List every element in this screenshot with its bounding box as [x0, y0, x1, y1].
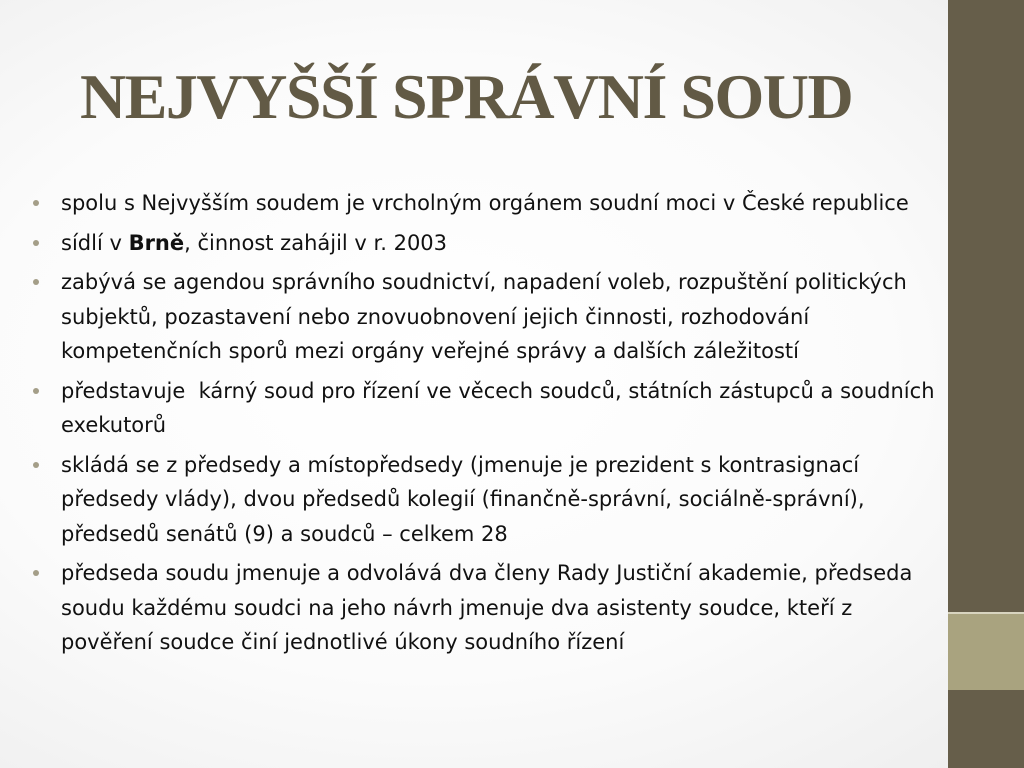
bullet-list: [32, 186, 942, 665]
bullet-text: skládá se z předsedy a místopředsedy (jmenuje je prezident s kontrasignací předsedy vlády), dvou předsedů kolegií (finančně-správní, sociálně-správní), předsedů senátů (9) a soudců – celkem 28: [61, 452, 865, 546]
bullet-text-before: sídlí v: [61, 230, 129, 255]
bullet-text: spolu s Nejvyšším soudem je vrcholným orgánem soudní moci v České republice: [61, 191, 909, 215]
bullet-text-bold: Brně: [128, 230, 185, 255]
bullet-text: zabývá se agendou správního soudnictví, napadení voleb, rozpuštění politických subjektů, pozastavení nebo znovuobnovení jejich činnosti, rozhodování kompetenčních sporů mezi orgány veřejné správy a dalších záležitostí: [61, 270, 907, 363]
bullet-dot-icon: [33, 279, 39, 285]
bullet-item: [32, 374, 942, 443]
bullet-dot-icon: [33, 240, 39, 246]
bullet-dot-icon: [33, 570, 39, 576]
bullet-dot-icon: [33, 388, 39, 394]
bullet-item: [32, 448, 937, 552]
bullet-text-after: , činnost zahájil v r. 2003: [184, 230, 448, 255]
bullet-dot-icon: [33, 462, 39, 468]
bullet-text: představuje kárný soud pro řízení ve věcech soudců, státních zástupců a soudních exekutorů: [61, 378, 942, 437]
bullet-text: předseda soudu jmenuje a odvolává dva členy Rady Justiční akademie, předseda soudu každému soudci na jeho návrh jmenuje dva asistenty soudce, kteří z pověření soudce činí jednotlivé úkony soudního řízení: [61, 561, 913, 654]
bullet-item: [32, 186, 937, 221]
side-decor-accent-block: [948, 614, 1024, 690]
bullet-dot-icon: [33, 200, 39, 206]
bullet-item: [32, 556, 937, 660]
bullet-item: [32, 265, 937, 369]
slide-title: NEJVYŠŠÍ SPRÁVNÍ SOUD: [80, 61, 853, 132]
bullet-item: [32, 226, 937, 261]
